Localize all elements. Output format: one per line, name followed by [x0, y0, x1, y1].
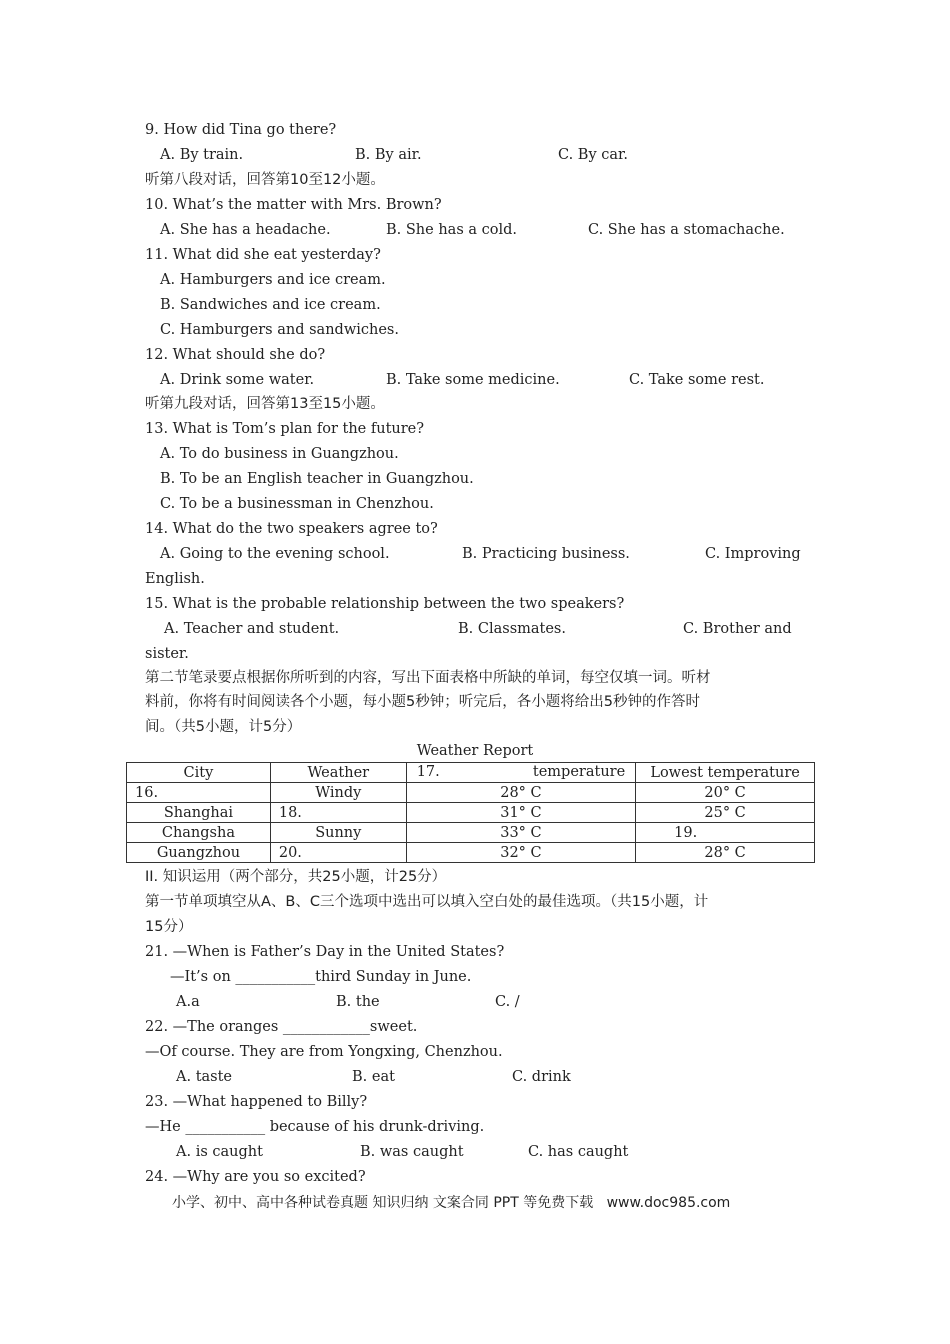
- q9-option-b: B. By air.: [355, 147, 422, 163]
- question-14: 14. What do the two speakers agree to?: [145, 521, 438, 537]
- q15-option-a: A. Teacher and student.: [164, 621, 340, 637]
- q15-option-b: B. Classmates.: [458, 621, 566, 637]
- q11-option-b: B. Sandwiches and ice cream.: [160, 297, 381, 313]
- q23-option-c: C. has caught: [528, 1144, 629, 1160]
- q10-option-b: B. She has a cold.: [386, 222, 518, 238]
- q14-option-a: A. Going to the evening school.: [160, 546, 390, 562]
- table-row: [127, 823, 815, 843]
- q22-option-c: C. drink: [512, 1069, 571, 1085]
- question-24: 24. —Why are you so excited?: [145, 1169, 366, 1185]
- section1-instruction-line2: 15分）: [145, 919, 193, 935]
- cell-weather: Sunny: [270, 823, 406, 843]
- q23-option-a: A. is caught: [176, 1144, 263, 1160]
- part2-instruction-line3: 间。（共5小题，计5分）: [145, 719, 302, 735]
- table-caption: Weather Report: [416, 743, 534, 759]
- section-9-instruction: 听第九段对话，回答第13至15小题。: [145, 396, 385, 412]
- q22-answer-line: —Of course. They are from Yongxing, Chenzhou.: [145, 1044, 503, 1060]
- q21-option-b: B. the: [336, 994, 380, 1010]
- q13-option-c: C. To be a businessman in Chenzhou.: [160, 496, 434, 512]
- q13-option-a: A. To do business in Guangzhou.: [160, 446, 399, 462]
- question-23: 23. —What happened to Billy?: [145, 1094, 368, 1110]
- header-blank-17: 17.: [416, 764, 440, 780]
- q14-option-c: C. Improving: [705, 546, 801, 562]
- header-city: City: [127, 763, 271, 783]
- question-22: 22. —The oranges ____________sweet.: [145, 1019, 418, 1035]
- part2-instruction-line2: 料前，你将有时间阅读各个小题，每小题5秒钟；听完后，各小题将给出5秒钟的作答时: [145, 694, 700, 710]
- cell-temperature: 33° C: [406, 823, 635, 843]
- table-row: [127, 803, 815, 823]
- cell-lowest: 25° C: [636, 803, 815, 823]
- header-lowest-temperature: Lowest temperature: [636, 763, 815, 783]
- q14-option-c-continued: English.: [145, 571, 205, 587]
- cell-temperature: 32° C: [406, 843, 635, 863]
- q22-option-a: A. taste: [176, 1069, 233, 1085]
- cell-city: Shanghai: [127, 803, 271, 823]
- header-weather: Weather: [270, 763, 406, 783]
- q15-option-c-continued: sister.: [145, 646, 189, 662]
- question-15: 15. What is the probable relationship between the two speakers?: [145, 596, 625, 612]
- cell-city: Guangzhou: [127, 843, 271, 863]
- section-8-instruction: 听第八段对话，回答第10至12小题。: [145, 172, 385, 188]
- question-11: 11. What did she eat yesterday?: [145, 247, 381, 263]
- q11-option-a: A. Hamburgers and ice cream.: [160, 272, 386, 288]
- header-temperature: [406, 763, 635, 783]
- q12-option-a: A. Drink some water.: [160, 372, 315, 388]
- cell-temperature: 31° C: [406, 803, 635, 823]
- cell-lowest: 20° C: [636, 783, 815, 803]
- q9-option-a: A. By train.: [160, 147, 244, 163]
- q10-option-c: C. She has a stomachache.: [588, 222, 785, 238]
- part2-instruction-line1: 第二节笔录要点根据你所听到的内容，写出下面表格中所缺的单词，每空仅填一词。听材: [145, 670, 711, 686]
- q21-option-c: C. /: [495, 994, 520, 1010]
- table-header-row: [127, 763, 815, 783]
- part-ii-heading: II. 知识运用（两个部分，共25小题，计25分）: [145, 869, 447, 885]
- table-row: [127, 783, 815, 803]
- cell-lowest: 19.: [636, 823, 815, 843]
- section1-instruction-line1: 第一节单项填空从A、B、C三个选项中选出可以填入空白处的最佳选项。（共15小题，计: [145, 894, 709, 910]
- cell-weather: 20.: [270, 843, 406, 863]
- cell-weather: 18.: [270, 803, 406, 823]
- question-9: 9. How did Tina go there?: [145, 122, 337, 138]
- question-12: 12. What should she do?: [145, 347, 326, 363]
- q9-option-c: C. By car.: [558, 147, 628, 163]
- table-row: [127, 843, 815, 863]
- q12-option-c: C. Take some rest.: [629, 372, 765, 388]
- q22-option-b: B. eat: [352, 1069, 395, 1085]
- q14-option-b: B. Practicing business.: [462, 546, 630, 562]
- q15-option-c: C. Brother and: [683, 621, 792, 637]
- q23-answer-line: —He ___________ because of his drunk-driving.: [145, 1119, 485, 1135]
- question-13: 13. What is Tom’s plan for the future?: [145, 421, 425, 437]
- cell-city: Changsha: [127, 823, 271, 843]
- header-temperature-label: temperature: [532, 764, 626, 780]
- q12-option-b: B. Take some medicine.: [386, 372, 560, 388]
- cell-temperature: 28° C: [406, 783, 635, 803]
- q23-option-b: B. was caught: [360, 1144, 464, 1160]
- cell-lowest: 28° C: [636, 843, 815, 863]
- question-10: 10. What’s the matter with Mrs. Brown?: [145, 197, 442, 213]
- q13-option-b: B. To be an English teacher in Guangzhou.: [160, 471, 474, 487]
- page-footer: 小学、初中、高中各种试卷真题 知识归纳 文案合同 PPT 等免费下载 www.doc985.com: [172, 1195, 731, 1211]
- cell-weather: Windy: [270, 783, 406, 803]
- cell-city: 16.: [127, 783, 271, 803]
- q10-option-a: A. She has a headache.: [160, 222, 331, 238]
- weather-report-table: [126, 762, 815, 863]
- q11-option-c: C. Hamburgers and sandwiches.: [160, 322, 399, 338]
- q21-option-a: A.a: [176, 994, 200, 1010]
- question-21: 21. —When is Father’s Day in the United States?: [145, 944, 505, 960]
- q21-answer-line: —It’s on ___________third Sunday in June.: [170, 969, 472, 985]
